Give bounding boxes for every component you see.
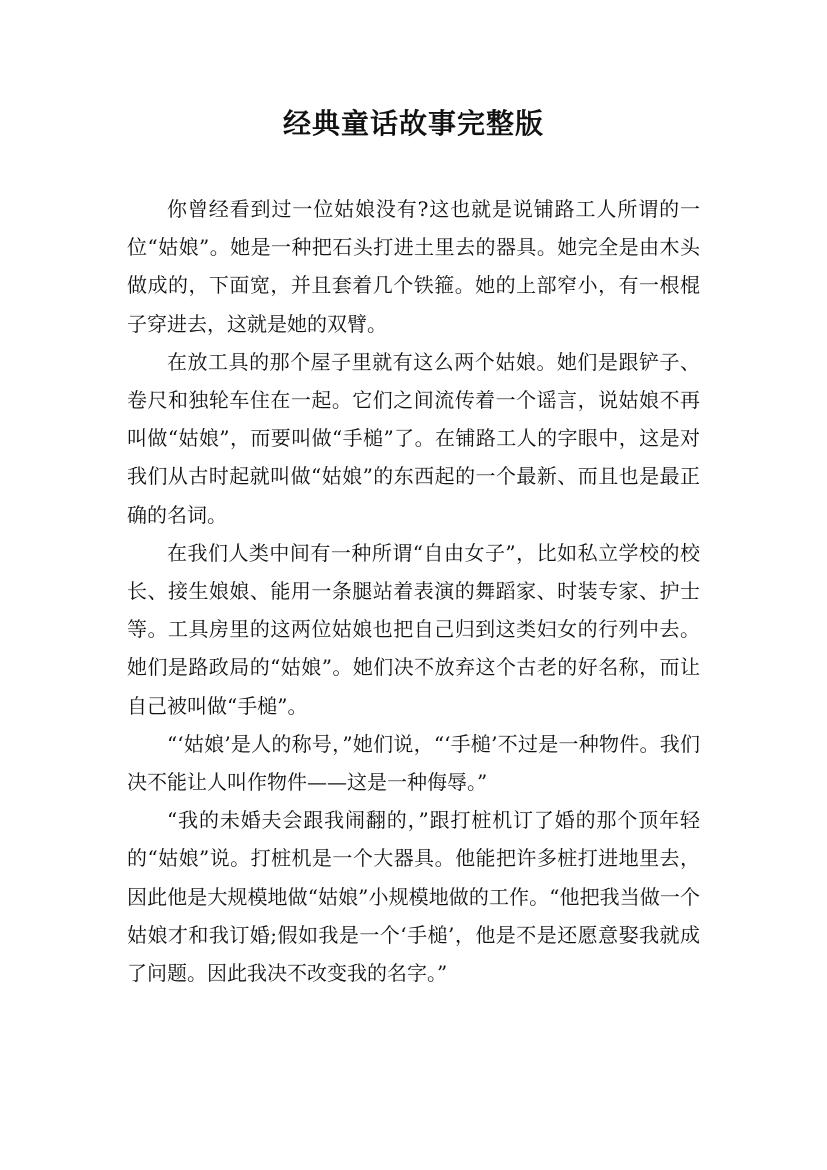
- paragraph-5: “我的未婚夫会跟我闹翻的，”跟打桩机订了婚的那个顶年轻的“姑娘”说。打桩机是一个大器具。他能把许多桩打进地里去，因此他是大规模地做“姑娘”小规模地做的工作。“他把我当做一个姑娘才和我订婚;假如我是一个‘手槌’，他是不是还愿意娶我就成了问题。因此我决不改变我的名字。”: [127, 808, 700, 986]
- document-title: 经典童话故事完整版: [282, 107, 544, 140]
- paragraph-1: 你曾经看到过一位姑娘没有?这也就是说铺路工人所谓的一位“姑娘”。她是一种把石头打进土里去的器具。她完全是由木头做成的，下面宽，并且套着几个铁箍。她的上部窄小，有一根棍子穿进去，这就是她的双臂。: [127, 197, 700, 336]
- paragraph-2: 在放工具的那个屋子里就有这么两个姑娘。她们是跟铲子、卷尺和独轮车住在一起。它们之间流传着一个谣言，说姑娘不再叫做“姑娘”，而要叫做“手槌”了。在铺路工人的字眼中，这是对我们从古时起就叫做“姑娘”的东西起的一个最新、而且也是最正确的名词。: [127, 349, 700, 527]
- paragraph-3: 在我们人类中间有一种所谓“自由女子”，比如私立学校的校长、接生娘娘、能用一条腿站着表演的舞蹈家、时装专家、护士等。工具房里的这两位姑娘也把自己归到这类妇女的行列中去。她们是路政局的“姑娘”。她们决不放弃这个古老的好名称，而让自己被叫做“手槌”。: [127, 540, 700, 718]
- document-body: [127, 190, 700, 992]
- paragraph-4: “‘姑娘’是人的称号，”她们说，“‘手槌’不过是一种物件。我们决不能让人叫作物件——这是一种侮辱。”: [127, 731, 700, 795]
